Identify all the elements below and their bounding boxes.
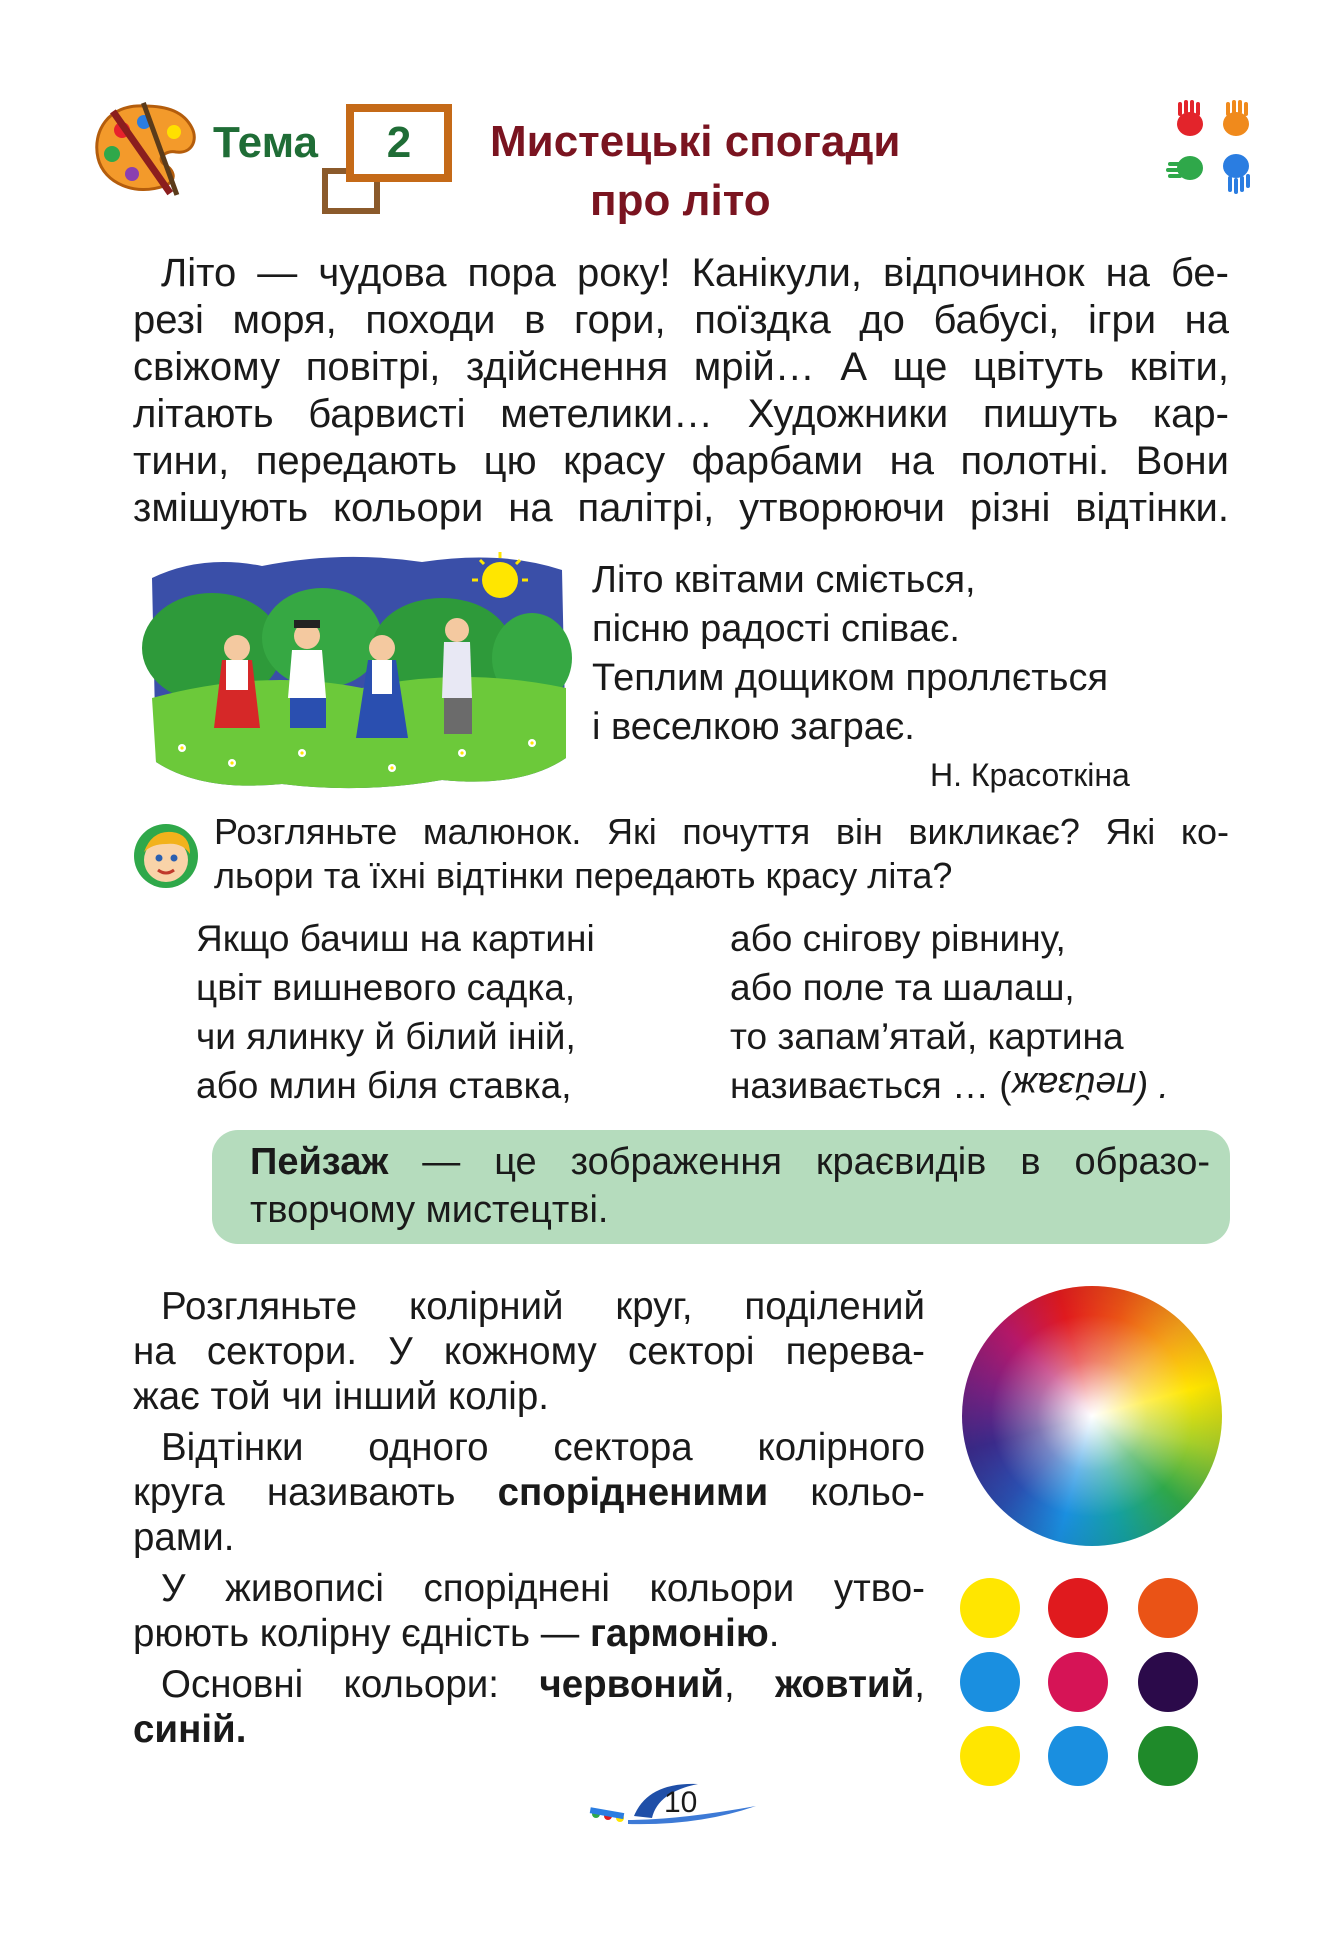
colorwheel-line: Відтінки одного сектора колірного <box>161 1426 925 1469</box>
question-text <box>214 810 1229 898</box>
page-title-line-2: про літо <box>590 176 771 225</box>
riddle-line: або поле та шалаш, <box>730 967 1075 1008</box>
topic-frame <box>346 104 452 182</box>
intro-line: резі моря, походи в гори, поїздка до бабусі, ігри на <box>133 298 1229 342</box>
colorwheel-line: кольо- <box>768 1471 925 1514</box>
colorwheel-line: рюють колірну єдність — <box>133 1612 590 1655</box>
kid-face-icon <box>132 822 200 890</box>
page-title-line-1: Мистецькі спогади <box>490 117 901 166</box>
riddle-right <box>730 914 1169 1110</box>
definition-line2: творчому мистецтві. <box>250 1189 609 1231</box>
primary-blue: синій. <box>133 1708 247 1751</box>
intro-line: свіжому повітрі, здійснення мрій… А ще цвітуть квіти, <box>133 345 1229 389</box>
harmony-term: гармонію <box>589 1612 769 1655</box>
question-line: Розгляньте малюнок. Які почуття він викликає? Які ко- <box>214 811 1229 852</box>
colorwheel-line: . <box>768 1612 780 1655</box>
colorwheel-line: Основні кольори: <box>161 1663 540 1706</box>
riddle-line-last <box>730 1061 1169 1110</box>
topic-label: Тема <box>213 118 319 167</box>
riddle-line: цвіт вишневого садка, <box>196 967 576 1008</box>
swatch-dark-purple <box>1138 1652 1198 1712</box>
poem-summer <box>592 556 1108 752</box>
color-wheel <box>962 1286 1222 1546</box>
topic-number: 2 <box>386 118 412 167</box>
riddle-left <box>196 914 595 1110</box>
intro-paragraph <box>133 250 1229 532</box>
palette-icon <box>88 92 200 202</box>
intro-line: Літо — чудова пора року! Канікули, відпочинок на бе- <box>161 251 1229 295</box>
colorwheel-line: рами. <box>133 1516 235 1559</box>
intro-line: тини, передають цю красу фарбами на полотні. Вони <box>133 439 1229 483</box>
definition-text <box>250 1138 1210 1234</box>
page-number: 10 <box>664 1786 698 1819</box>
colorwheel-sep: , <box>914 1663 925 1706</box>
colorwheel-line: Розгляньте колірний круг, поділений <box>161 1285 925 1328</box>
swatch-crimson <box>1048 1652 1108 1712</box>
definition-box <box>212 1130 1230 1244</box>
swatch-blue <box>960 1652 1020 1712</box>
definition-term: Пейзаж <box>250 1141 389 1183</box>
swatch-green <box>1138 1726 1198 1786</box>
riddle-last-suffix: ) . <box>1135 1065 1169 1106</box>
primary-yellow: жовтий <box>775 1663 915 1706</box>
riddle-line: або млин біля ставка, <box>196 1065 572 1106</box>
riddle-last-prefix: називається … ( <box>730 1065 1012 1106</box>
primary-red: червоний <box>539 1663 724 1706</box>
swatch-blue <box>1048 1726 1108 1786</box>
poem-line: пісню радості співає. <box>592 608 960 650</box>
swatch-red <box>1048 1578 1108 1638</box>
colorwheel-line: У живописі споріднені кольори утво- <box>161 1567 925 1610</box>
hands-logo-icon <box>1164 98 1264 198</box>
swatch-orange <box>1138 1578 1198 1638</box>
poem-line: Літо квітами сміється, <box>592 559 976 601</box>
related-colors-term: спорідненими <box>497 1471 769 1514</box>
poem-line: Теплим дощиком проллється <box>592 657 1109 699</box>
intro-line: змішують кольори на палітрі, утворюючи різні відтінки. <box>133 486 1229 530</box>
colorwheel-line: круга називають <box>133 1471 498 1514</box>
summer-illustration <box>142 548 572 794</box>
colorwheel-line: жає той чи інший колір. <box>133 1375 549 1418</box>
riddle-line: Якщо бачиш на картині <box>196 918 595 959</box>
swatch-yellow <box>960 1726 1020 1786</box>
riddle-line: то запам’ятай, картина <box>730 1016 1124 1057</box>
colorwheel-line: на сектори. У кожному секторі перева- <box>133 1330 925 1373</box>
colorwheel-sep: , <box>723 1663 776 1706</box>
riddle-answer: пейзаж <box>1011 1065 1136 1106</box>
intro-line: літають барвисті метелики… Художники пишуть кар- <box>133 392 1229 436</box>
riddle-line: чи ялинку й білий іній, <box>196 1016 576 1057</box>
poem-author: Н. Красоткіна <box>930 757 1130 793</box>
riddle-line: або снігову рівнину, <box>730 918 1066 959</box>
question-line: льори та їхні відтінки передають красу літа? <box>214 855 953 896</box>
swatch-yellow <box>960 1578 1020 1638</box>
colorwheel-text <box>133 1284 925 1752</box>
definition-line1: — це зображення краєвидів в образо- <box>388 1141 1210 1183</box>
poem-line: і веселкою заграє. <box>592 706 915 748</box>
color-swatches <box>960 1578 1230 1788</box>
